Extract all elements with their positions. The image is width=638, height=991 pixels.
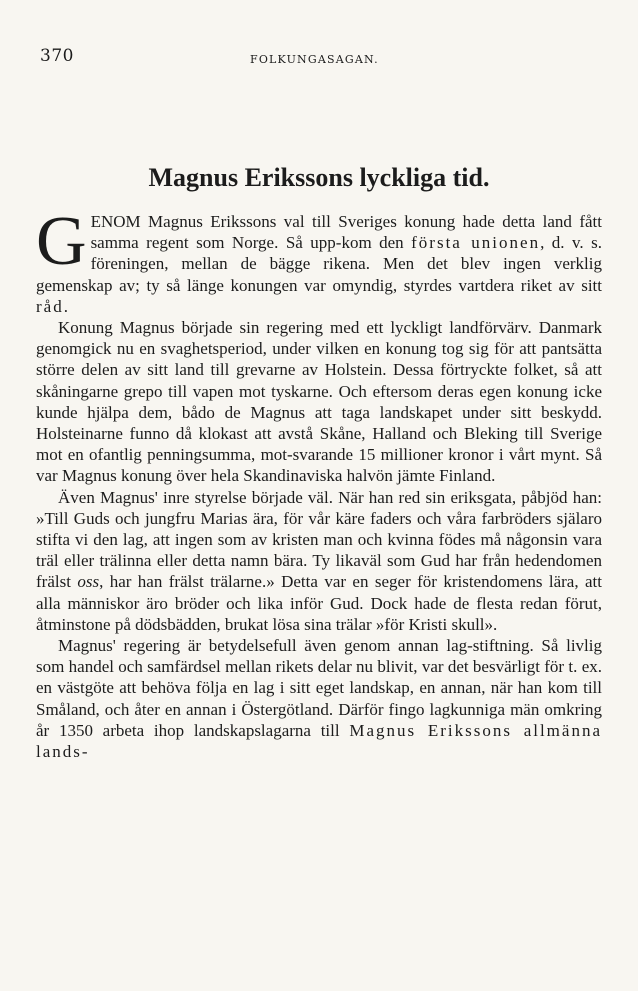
chapter-title: Magnus Erikssons lyckliga tid. — [148, 163, 490, 192]
body-text — [36, 203, 602, 762]
paragraph-3 — [36, 487, 602, 635]
paragraph-2: Konung Magnus började sin regering med ett lyckligt landförvärv. Danmark genomgick nu en svaghetsperiod, under vilken en konung tog sig för att pantsätta större delen av sitt land till grevarne av Holstein. Dessa förtryckte folket, så att skåningarne grepo till vapen mot tyskarne. Och eftersom deras egen konung icke kunde hjälpa dem, bådo de Magnus att taga landskapet under sitt beskydd. Holsteinarne funno då klokast att avstå Skåne, Halland och Bleking till Sverige mot en ofantlig penningsumma, mot-svarande 15 millioner kronor i vårt mynt. Så var Magnus konung över hela Skandinaviska halvön jämte Finland. — [36, 318, 602, 486]
emphasis-forsta-unionen: första unionen — [411, 233, 541, 253]
paragraph-4-text: Magnus' regering är betydelsefull även genom annan lag-stiftning. Så livlig som handel och samfärdsel mellan rikets delar nu blivit, var det besvärligt för t. ex. en västgöte att behöva följa en lag i sitt eget landskap, en annan, när han kom till Småland, och åter en annan i Östergötland. Därför fingo lagkunniga män omkring år 1350 arbeta ihop landskapslagarna till — [36, 636, 602, 740]
paragraph-1-text: ENOM Magnus Erikssons val till Sveriges konung hade detta land fått samma regent som Norge. Så upp-kom den — [90, 212, 602, 253]
paragraph-3-text: Även Magnus' inre styrelse började väl. När han red sin eriksgata, påbjöd han: »Till Guds och jungfru Marias ära, för vår käre faders och våra farbröders själaro stifta vi den lag, att ingen som av kristen man och kvinna födes må någonsin vara träl eller trälinna eller detta namn bära. Ty likaväl som Gud har från hedendomen frälst — [36, 487, 602, 592]
paragraph-3-text-2: , har han frälst trälarne.» Detta var en seger för kristendomens lära, att alla människor äro bröder och lika inför Gud. Dock hade de flesta redan förut, åtminstone på dödsbädden, brukat lösa sina trälar »för Kristi skull». — [36, 572, 602, 634]
paragraph-1-text-3: . — [63, 296, 68, 316]
emphasis-allmanna-landslag: Magnus Erikssons allmänna lands- — [36, 720, 602, 762]
paragraph-4 — [36, 635, 602, 762]
paragraph-1-text-2: , d. v. s. föreningen, mellan de bägge rikena. Men det blev ingen verklig gemenskap av; ty så länge konungen var omyndig, styrdes vartdera riket av sitt — [36, 233, 602, 295]
running-head: FOLKUNGASAGAN. — [250, 53, 379, 66]
italic-oss: oss — [77, 572, 100, 592]
drop-cap: G — [36, 203, 87, 280]
page-number: 370 — [40, 46, 74, 66]
emphasis-rad: råd — [36, 296, 64, 316]
paragraph-1 — [36, 203, 602, 317]
